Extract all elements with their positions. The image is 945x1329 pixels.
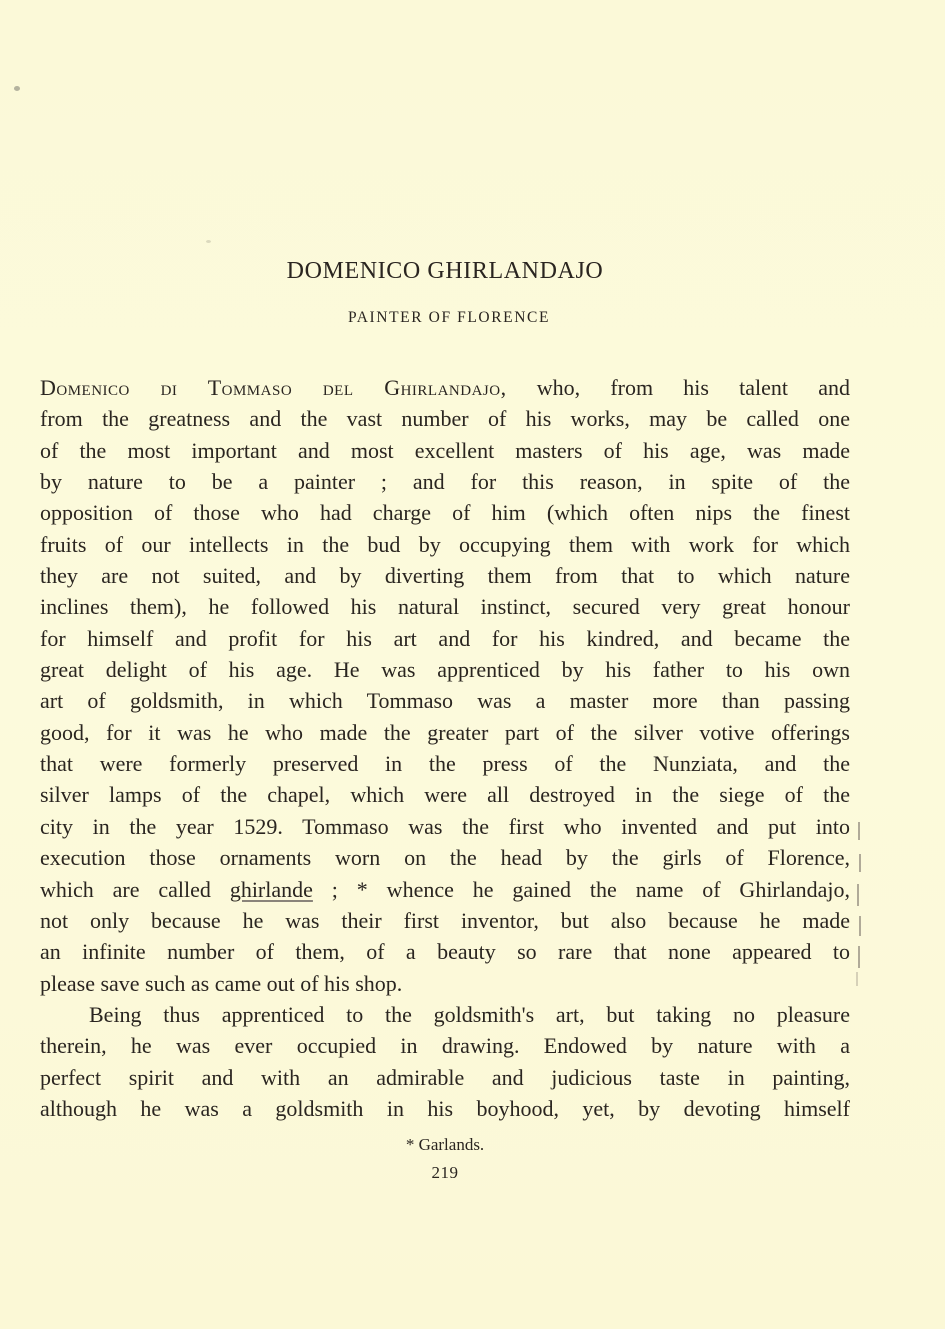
paper-speck bbox=[206, 240, 211, 243]
text-line bbox=[40, 874, 850, 905]
text-line: execution those ornaments worn on the head by the girls of Florence, bbox=[40, 845, 850, 871]
margin-mark bbox=[857, 884, 859, 906]
text-line: great delight of his age. He was apprenticed by his father to his own bbox=[40, 657, 850, 683]
margin-mark bbox=[856, 972, 858, 986]
margin-mark bbox=[859, 854, 861, 872]
text-line-content: ; * whence he gained the name of Ghirlandajo, bbox=[312, 876, 851, 902]
text-line: good, for it was he who made the greater part of the silver votive offerings bbox=[40, 719, 850, 745]
margin-mark bbox=[858, 822, 860, 840]
text-line: inclines them), he followed his natural instinct, secured very great honour bbox=[40, 594, 850, 620]
margin-pencil-marks bbox=[853, 818, 863, 988]
text-line: an infinite number of them, of a beauty so rare that none appeared to bbox=[40, 939, 850, 965]
margin-mark bbox=[858, 946, 860, 968]
text-line: not only because he was their first inventor, but also because he made bbox=[40, 907, 850, 933]
body-text bbox=[40, 372, 850, 1124]
text-line: by nature to be a painter ; and for this reason, in spite of the bbox=[40, 469, 850, 495]
text-line-content: who, from his talent and bbox=[506, 375, 850, 400]
text-line: opposition of those who had charge of him (which often nips the finest bbox=[40, 500, 850, 526]
chapter-title: DOMENICO GHIRLANDAJO bbox=[286, 258, 604, 284]
underlined-term: ghirlande bbox=[229, 876, 313, 902]
paper-speck bbox=[14, 86, 20, 91]
text-line: from the greatness and the vast number of his works, may be called one bbox=[40, 406, 850, 432]
text-line-prefix: which are called bbox=[40, 876, 230, 902]
text-line: fruits of our intellects in the bud by occupying them with work for which bbox=[40, 531, 850, 557]
chapter-subtitle: PAINTER OF FLORENCE bbox=[347, 309, 551, 326]
text-line: city in the year 1529. Tommaso was the first who invented and put into bbox=[40, 813, 850, 839]
text-line: although he was a goldsmith in his boyhood, yet, by devoting himself bbox=[40, 1095, 850, 1121]
text-line: art of goldsmith, in which Tommaso was a master more than passing bbox=[40, 688, 850, 714]
text-line: that were formerly preserved in the press of the Nunziata, and the bbox=[40, 751, 850, 777]
text-line: Being thus apprenticed to the goldsmith's art, but taking no pleasure bbox=[89, 1001, 850, 1027]
text-line: silver lamps of the chapel, which were all destroyed in the siege of the bbox=[40, 782, 850, 808]
page-number: 219 bbox=[431, 1163, 459, 1182]
text-line: perfect spirit and with an admirable and judicious taste in painting, bbox=[40, 1064, 850, 1090]
text-line: for himself and profit for his art and for his kindred, and became the bbox=[40, 625, 850, 651]
opening-name: Domenico di Tommaso del Ghirlandajo, bbox=[40, 375, 507, 400]
text-line bbox=[40, 372, 850, 403]
text-line: they are not suited, and by diverting them from that to which nature bbox=[40, 563, 850, 589]
margin-mark bbox=[859, 916, 861, 936]
text-line: please save such as came out of his shop. bbox=[40, 970, 403, 996]
text-line: of the most important and most excellent masters of his age, was made bbox=[40, 437, 850, 463]
footnote: * Garlands. bbox=[405, 1135, 485, 1154]
text-line: therein, he was ever occupied in drawing. Endowed by nature with a bbox=[40, 1033, 850, 1059]
